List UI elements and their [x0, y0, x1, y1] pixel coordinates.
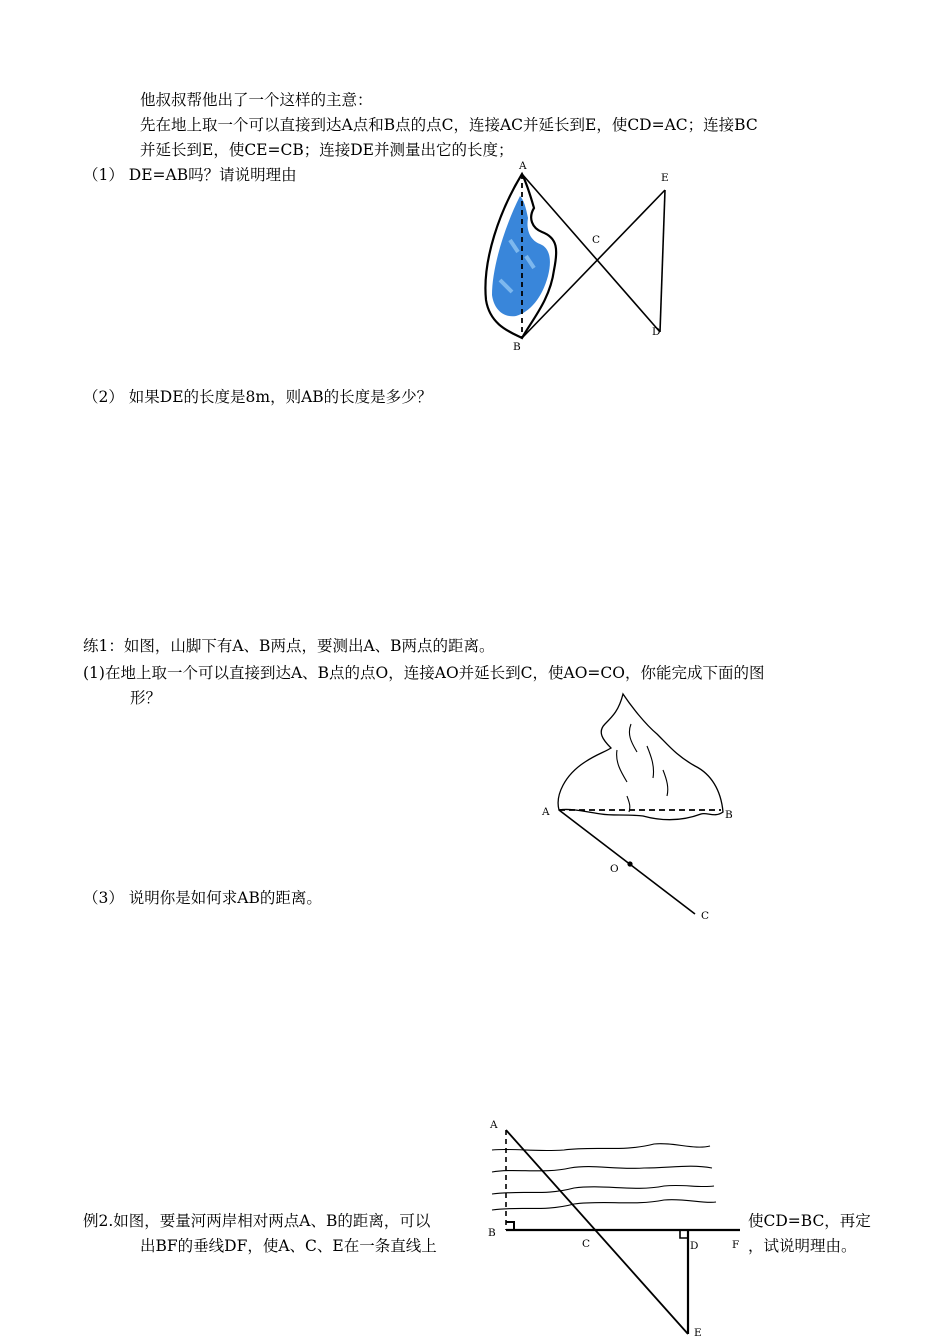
intro-line-1: 他叔叔帮他出了一个这样的主意： [140, 91, 373, 109]
mountain-outline [558, 694, 723, 820]
exercise-1-title: 练1：如图，山脚下有A、B两点，要测出A、B两点的距离。 [83, 637, 495, 655]
label-D: D [690, 1240, 699, 1252]
label-E: E [661, 172, 669, 184]
question-1: （1） DE=AB吗？请说明理由 [83, 166, 297, 184]
label-C: C [701, 910, 710, 922]
question-2: （2） 如果DE的长度是8m，则AB的长度是多少？ [83, 388, 433, 406]
segment-A-E [506, 1130, 688, 1334]
label-A: A [490, 1119, 498, 1131]
label-C: C [592, 234, 601, 246]
figure-1-pond-diagram [470, 160, 690, 360]
point-O [627, 861, 632, 866]
label-E: E [694, 1327, 702, 1339]
label-D: D [652, 326, 661, 338]
segment-E-D [660, 190, 665, 332]
exercise-1-part-1: (1)在地上取一个可以直接到达A、B点的点O，连接AO并延长到C，使AO=CO，你能完成下面的图 [83, 664, 765, 682]
intro-line-2: 先在地上取一个可以直接到达A点和B点的点C，连接AC并延长到E，使CD=AC；连接BC [140, 116, 758, 134]
label-B: B [725, 809, 733, 821]
label-A: A [542, 806, 550, 818]
right-angle-D [680, 1230, 688, 1238]
label-C: C [582, 1238, 591, 1250]
exercise-1-part-3: （3） 说明你是如何求AB的距离。 [83, 889, 322, 907]
example-2-line-2-right: ，试说明理由。 [748, 1237, 857, 1255]
label-B: B [488, 1227, 496, 1239]
figure-2-mountain-diagram [535, 690, 745, 930]
label-B: B [513, 341, 521, 353]
example-2-line-1-right: 使CD=BC，再定 [748, 1212, 871, 1230]
example-2-line-1-left: 例2.如图，要量河两岸相对两点A、B的距离，可以 [83, 1212, 431, 1230]
example-2-line-2-left: 出BF的垂线DF，使A、C、E在一条直线上 [140, 1237, 437, 1255]
intro-line-3: 并延长到E，使CE=CB；连接DE并测量出它的长度； [140, 141, 514, 159]
figure-3-river-diagram [484, 1112, 746, 1342]
label-F: F [732, 1239, 740, 1251]
exercise-1-part-1-continued: 形？ [130, 689, 162, 707]
label-A: A [519, 160, 527, 172]
label-O: O [610, 863, 619, 875]
segment-A-C [559, 810, 695, 914]
right-angle-B [506, 1222, 514, 1230]
